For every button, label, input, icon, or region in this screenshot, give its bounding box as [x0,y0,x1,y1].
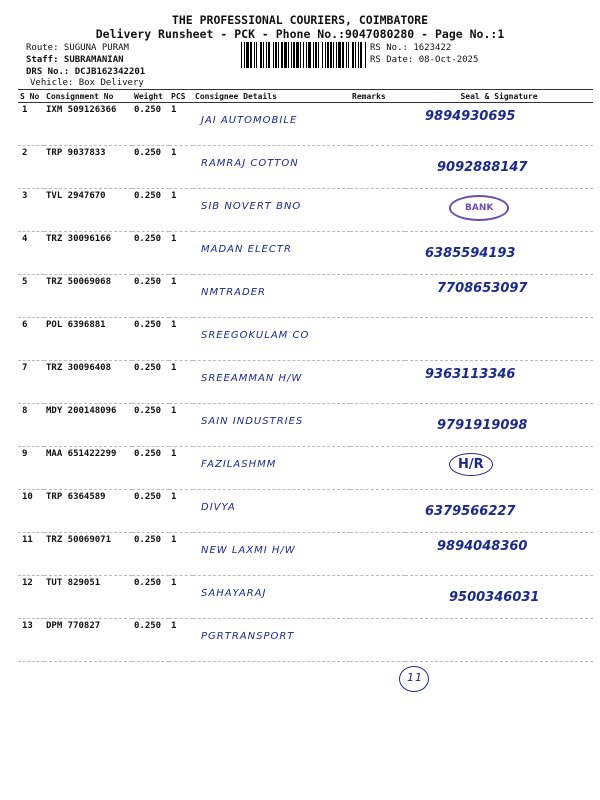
row-consignment-no: TRP 9037833 [44,146,132,189]
row-sno: 2 [18,146,44,189]
row-weight: 0.250 [132,576,169,619]
bank-stamp: BANK [449,195,509,221]
runsheet-subtitle: Delivery Runsheet - PCK - Phone No.:9047080280 - Page No.:1 [95,27,505,41]
signature-handwriting: 9894930695 [425,109,516,124]
row-weight: 0.250 [132,189,169,232]
row-consignment-no: TUT 829051 [44,576,132,619]
row-consignment-no: DPM 770827 [44,619,132,662]
route-label: Route: SUGUNA PURAM [26,43,129,53]
col-consignment: Consignment No [44,90,132,103]
row-sno: 8 [18,404,44,447]
row-consignee [193,146,350,189]
row-weight: 0.250 [132,275,169,318]
row-consignee [193,189,350,232]
row-weight: 0.250 [132,318,169,361]
row-weight: 0.250 [132,232,169,275]
row-sno: 7 [18,361,44,404]
row-consignment-no: TRZ 50069071 [44,533,132,576]
barcode-bar [246,42,249,68]
row-weight: 0.250 [132,533,169,576]
table-row [18,619,593,662]
barcode-bar [291,42,292,68]
row-pcs: 1 [169,447,193,490]
row-remarks [350,619,405,662]
table-header-row [18,90,593,103]
barcode-bar [263,42,264,68]
row-consignee [193,447,350,490]
row-signature [405,490,593,533]
consignee-handwriting: SIB NOVERT BNO [201,201,302,212]
consignee-handwriting: NEW LAXMI H/W [201,545,296,556]
barcode-bar [313,42,314,68]
row-consignment-no: TRP 6364589 [44,490,132,533]
col-weight: Weight [132,90,169,103]
row-signature [405,146,593,189]
table-row [18,404,593,447]
barcode-bar [355,42,356,68]
consignee-handwriting: RAMRAJ COTTON [201,158,299,169]
col-consignee: Consignee Details [193,90,350,103]
barcode-bar [266,42,267,68]
barcode-bar [348,42,349,68]
row-consignment-no: MDY 200148096 [44,404,132,447]
row-signature [405,576,593,619]
row-weight: 0.250 [132,490,169,533]
barcode-bar [250,42,252,68]
row-signature [405,232,593,275]
barcode-bar [241,42,242,68]
row-pcs: 1 [169,576,193,619]
row-remarks [350,275,405,318]
table-row [18,318,593,361]
barcode-bar [360,42,362,68]
row-weight: 0.250 [132,404,169,447]
consignee-handwriting: SAHAYARAJ [201,588,267,599]
barcode-bar [273,42,274,68]
barcode-bar [296,42,299,68]
row-remarks [350,490,405,533]
barcode-bar [338,42,341,68]
row-remarks [350,232,405,275]
table-row [18,146,593,189]
row-sno: 5 [18,275,44,318]
row-signature [405,103,593,146]
row-consignment-no: POL 6396881 [44,318,132,361]
row-remarks [350,103,405,146]
row-signature [405,318,593,361]
row-consignment-no: TRZ 30096166 [44,232,132,275]
row-consignee [193,404,350,447]
row-remarks [350,146,405,189]
row-weight: 0.250 [132,361,169,404]
signature-handwriting: 9791919098 [437,418,528,433]
barcode-bar [293,42,295,68]
signature-handwriting: 6379566227 [425,504,516,519]
barcode-bar [315,42,317,68]
barcode-bar [288,42,289,68]
barcode-bar [303,42,304,68]
rs-date: RS Date: 08-Oct-2025 [370,55,479,65]
staff-label: Staff: SUBRAMANIAN [26,55,124,65]
table-row [18,275,593,318]
row-sno: 12 [18,576,44,619]
row-pcs: 1 [169,619,193,662]
row-weight: 0.250 [132,619,169,662]
row-signature [405,361,593,404]
consignee-handwriting: SREEAMMAN H/W [201,373,303,384]
barcode-bar [254,42,255,68]
row-sno: 6 [18,318,44,361]
consignee-handwriting: NMTRADER [201,287,266,298]
barcode-bar [352,42,354,68]
handwritten-count: 11 [407,671,423,684]
row-remarks [350,361,405,404]
row-signature [405,533,593,576]
row-consignee [193,103,350,146]
row-sno: 3 [18,189,44,232]
barcode-bar [278,42,279,68]
row-signature [405,189,593,232]
barcode-bar [306,42,307,68]
runsheet-meta-left [26,42,145,78]
row-signature [405,447,593,490]
row-pcs: 1 [169,146,193,189]
row-consignee [193,275,350,318]
barcode-bar [318,42,319,68]
row-pcs: 1 [169,490,193,533]
row-pcs: 1 [169,533,193,576]
barcode-image [241,42,367,68]
row-signature [405,404,593,447]
barcode-bar [358,42,359,68]
table-row [18,576,593,619]
consignee-handwriting: SREEGOKULAM CO [201,330,310,341]
barcode-bar [268,42,270,68]
runsheet-table [18,89,593,662]
table-row [18,189,593,232]
row-consignee [193,490,350,533]
row-weight: 0.250 [132,146,169,189]
barcode-bar [260,42,262,68]
signature-handwriting: 7708653097 [437,281,528,296]
barcode-bar [342,42,344,68]
row-signature [405,619,593,662]
row-consignee [193,533,350,576]
row-consignee [193,576,350,619]
row-remarks [350,318,405,361]
row-sno: 4 [18,232,44,275]
barcode-bar [325,42,326,68]
barcode-bar [327,42,329,68]
row-pcs: 1 [169,361,193,404]
row-consignment-no: MAA 651422299 [44,447,132,490]
col-remarks: Remarks [350,90,405,103]
handwritten-count-circle [399,666,429,692]
barcode-bar [281,42,283,68]
barcode-bar [346,42,347,68]
barcode-bar [330,42,332,68]
row-remarks [350,404,405,447]
consignee-handwriting: DIVYA [201,502,236,513]
barcode-bar [322,42,323,68]
signature-handwriting: 9363113346 [425,367,516,382]
row-pcs: 1 [169,318,193,361]
row-signature [405,275,593,318]
signature-handwriting: 6385594193 [425,246,516,261]
barcode-bar [244,42,245,68]
row-sno: 13 [18,619,44,662]
consignee-handwriting: JAI AUTOMOBILE [201,115,298,126]
signature-handwriting: 9500346031 [449,590,540,605]
barcode-bar [333,42,334,68]
barcode-bar [336,42,337,68]
vehicle-label: Vehicle: Box Delivery [30,78,144,88]
row-sno: 10 [18,490,44,533]
row-remarks [350,533,405,576]
row-pcs: 1 [169,103,193,146]
row-consignment-no: TRZ 50069068 [44,275,132,318]
consignee-handwriting: FAZILASHMM [201,459,277,470]
row-consignee [193,318,350,361]
col-pcs: PCS [169,90,193,103]
table-row [18,103,593,146]
table-row [18,447,593,490]
barcode-bar [275,42,277,68]
drs-label: DRS No.: DCJB162342201 [26,67,146,77]
table-row [18,533,593,576]
row-sno: 11 [18,533,44,576]
barcode-bar [256,42,257,68]
signature-handwriting: 9092888147 [437,160,528,175]
signature-handwriting: 9894048360 [437,539,528,554]
consignee-handwriting: MADAN ELECTR [201,244,292,255]
table-row [18,232,593,275]
consignee-handwriting: SAIN INDUSTRIES [201,416,304,427]
row-consignee [193,361,350,404]
row-pcs: 1 [169,404,193,447]
row-remarks [350,576,405,619]
row-consignee [193,232,350,275]
row-consignment-no: TVL 2947670 [44,189,132,232]
row-remarks [350,447,405,490]
rs-number: RS No.: 1623422 [370,43,452,53]
row-weight: 0.250 [132,447,169,490]
col-sno: S No [18,90,44,103]
barcode-bar [365,42,366,68]
row-consignment-no: TRZ 30096408 [44,361,132,404]
row-pcs: 1 [169,189,193,232]
table-row [18,490,593,533]
row-sno: 1 [18,103,44,146]
row-sno: 9 [18,447,44,490]
row-consignee [193,619,350,662]
row-consignment-no: IXM 509126366 [44,103,132,146]
row-pcs: 1 [169,275,193,318]
company-title: THE PROFESSIONAL COURIERS, COIMBATORE [171,13,429,27]
row-remarks [350,189,405,232]
runsheet-meta-right [370,42,478,66]
row-pcs: 1 [169,232,193,275]
barcode-bar [284,42,287,68]
barcode-bar [308,42,311,68]
table-row [18,361,593,404]
col-signature: Seal & Signature [405,90,593,103]
consignee-handwriting: PGRTRANSPORT [201,631,295,642]
signature-handwriting: H/R [449,453,493,476]
barcode-bar [300,42,301,68]
row-weight: 0.250 [132,103,169,146]
